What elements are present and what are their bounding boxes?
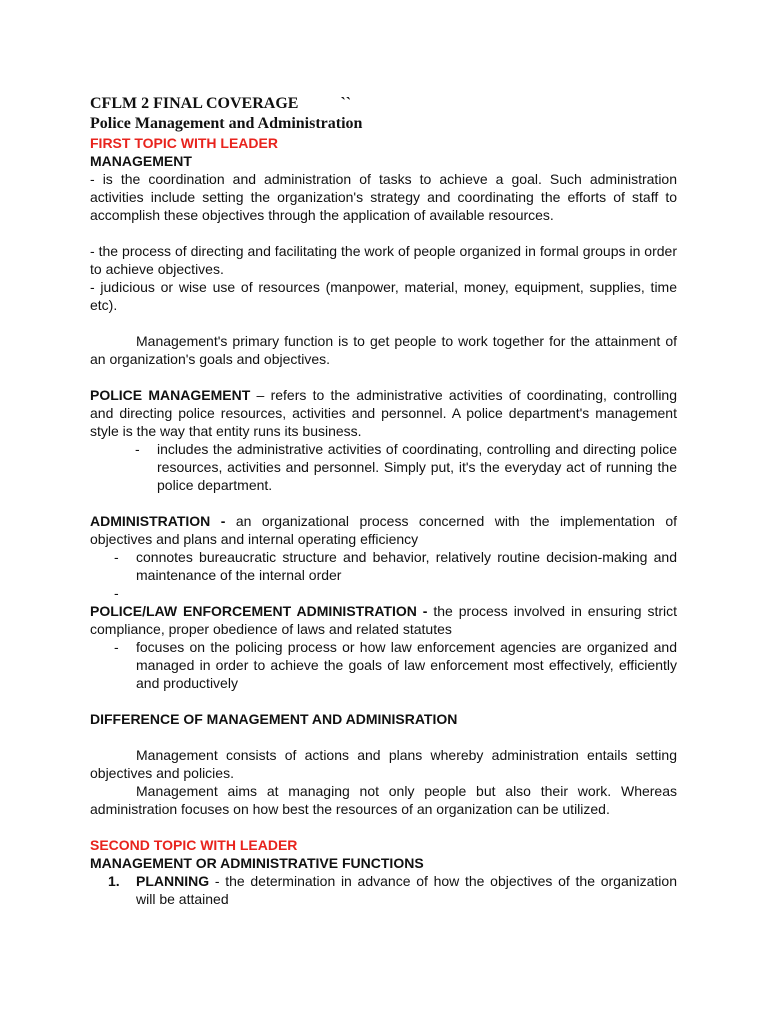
law-enforcement-list <box>90 638 677 692</box>
dash-bullet: - <box>135 441 140 457</box>
document-title <box>90 94 677 114</box>
list-item <box>90 872 677 908</box>
dash-bullet: - <box>114 639 119 655</box>
function-term: PLANNING <box>136 873 210 889</box>
document-subtitle: Police Management and Administration <box>90 115 363 132</box>
difference-heading: DIFFERENCE OF MANAGEMENT AND ADMINISRATION <box>90 711 458 727</box>
document-body <box>90 94 677 908</box>
function-number: 1. <box>108 873 120 889</box>
law-enforcement-term: POLICE/LAW ENFORCEMENT ADMINISTRATION - <box>90 603 428 619</box>
difference-paragraph-2: Management aims at managing not only people but also their work. Whereas administration focuses on how best the resources of an organization can be utilized. <box>90 783 677 817</box>
police-management-paragraph <box>90 386 677 440</box>
management-heading: MANAGEMENT <box>90 153 192 169</box>
list-item <box>90 584 677 602</box>
dash-bullet: - <box>114 549 119 565</box>
second-topic-heading: SECOND TOPIC WITH LEADER <box>90 837 298 853</box>
management-definition-1: - is the coordination and administration of tasks to achieve a goal. Such administration activities include setting the organization's strategy and coordinating the efforts of staff to accomplish these objectives through the application of available resources. <box>90 171 677 223</box>
first-topic-heading: FIRST TOPIC WITH LEADER <box>90 135 278 151</box>
management-primary-function: Management's primary function is to get people to work together for the attainment of an organization's goals and objectives. <box>90 333 677 367</box>
police-management-bullet: includes the administrative activities of coordinating, controlling and directing police resources, activities and personnel. Simply put, it's the everyday act of running the police department. <box>157 441 677 493</box>
law-enforcement-bullet: focuses on the policing process or how law enforcement agencies are organized and managed in order to achieve the goals of law enforcement most effectively, efficiently and productively <box>136 639 677 691</box>
administration-list <box>90 548 677 602</box>
administration-text: an organizational process concerned with the implementation of objectives and plans and internal operating efficiency <box>90 513 677 547</box>
title-ticks: `` <box>340 95 352 112</box>
title-text: CFLM 2 FINAL COVERAGE <box>90 95 299 112</box>
police-management-text: – refers to the administrative activities of coordinating, controlling and directing police resources, activities and personnel. A police department's management style is the way that entity runs its business. <box>90 387 678 439</box>
administration-term: ADMINISTRATION - <box>90 513 226 529</box>
list-item <box>90 638 677 692</box>
list-item <box>90 548 677 584</box>
law-enforcement-paragraph <box>90 602 677 638</box>
law-enforcement-text: the process involved in ensuring strict compliance, proper obedience of laws and related statutes <box>90 603 677 637</box>
administration-bullet: connotes bureaucratic structure and behavior, relatively routine decision-making and maintenance of the internal order <box>136 549 677 583</box>
management-definition-2: - the process of directing and facilitating the work of people organized in formal groups in order to achieve objectives. <box>90 243 677 277</box>
functions-list <box>90 872 677 908</box>
list-item <box>90 440 677 494</box>
dash-bullet: - <box>114 585 119 601</box>
administration-paragraph <box>90 512 677 548</box>
administration-empty-bullet <box>136 585 140 601</box>
function-text: - the determination in advance of how the objectives of the organization will be attained <box>136 873 677 907</box>
management-definition-3: - judicious or wise use of resources (manpower, material, money, equipment, supplies, time etc). <box>90 279 677 313</box>
police-management-term: POLICE MANAGEMENT <box>90 387 251 403</box>
police-management-list <box>90 440 677 494</box>
difference-paragraph-1: Management consists of actions and plans whereby administration entails setting objectives and policies. <box>90 747 677 781</box>
functions-heading: MANAGEMENT OR ADMINISTRATIVE FUNCTIONS <box>90 855 424 871</box>
